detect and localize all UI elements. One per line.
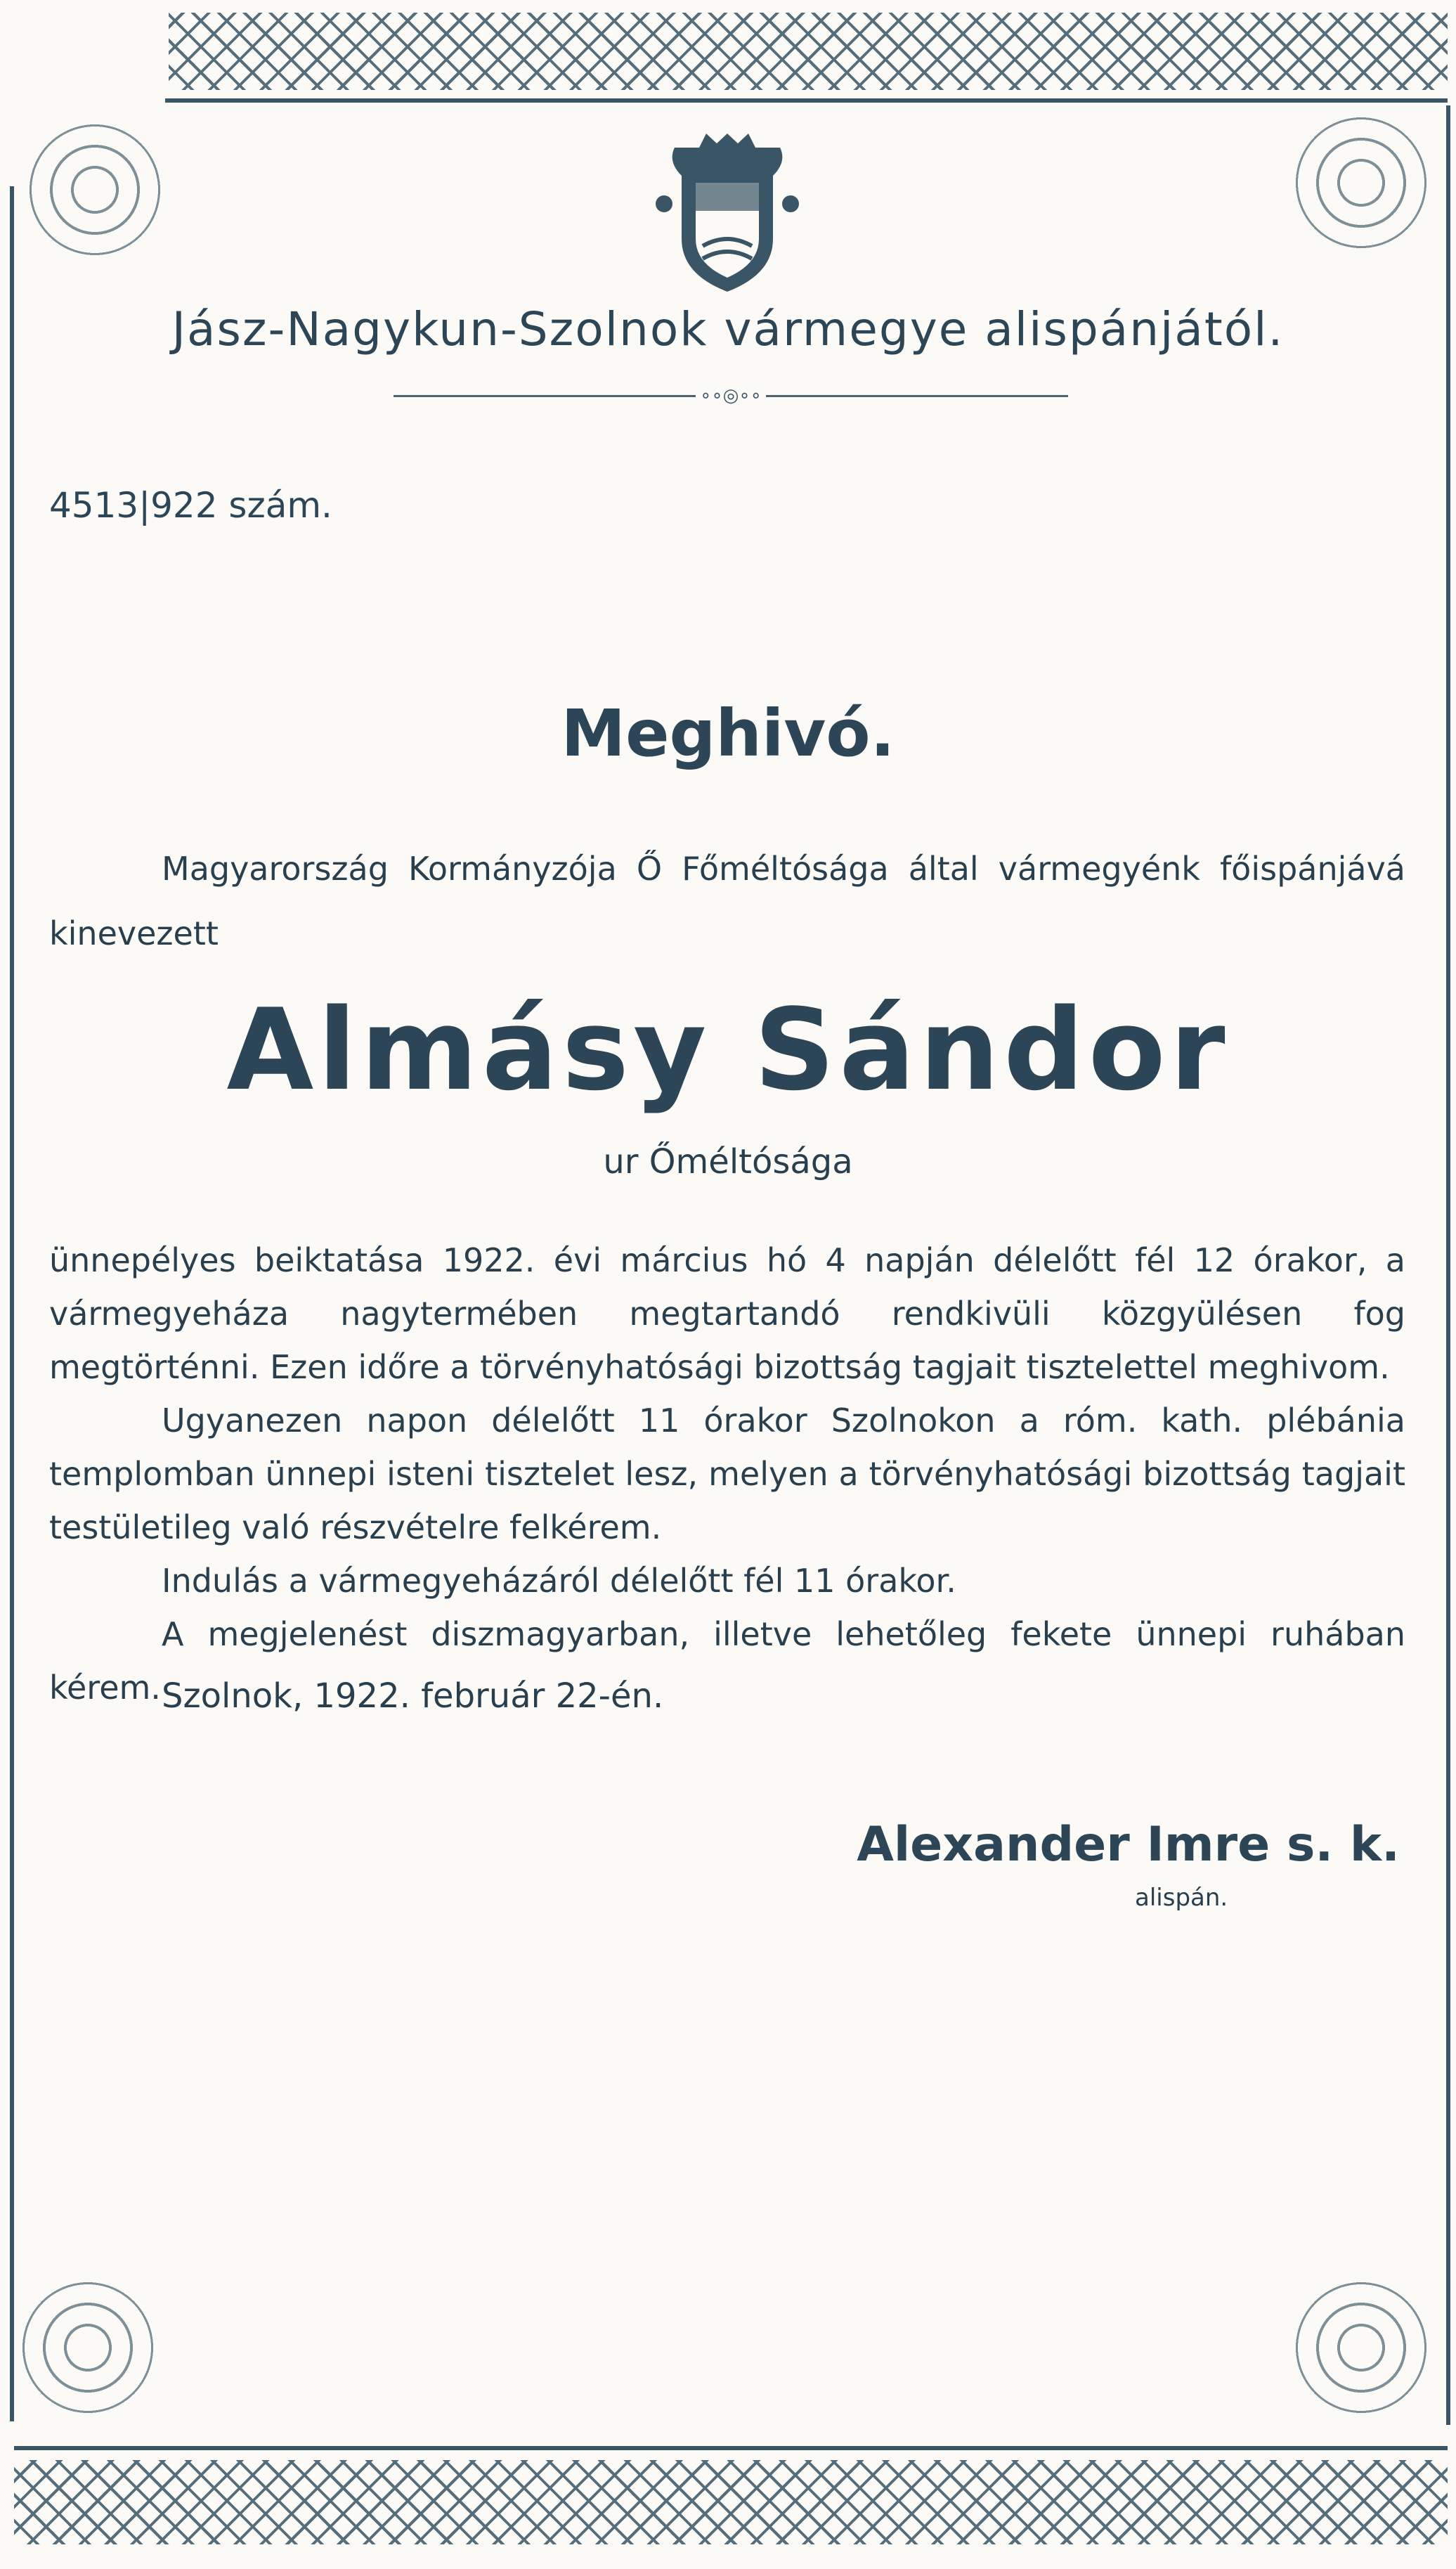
reference-number: 4513|922 szám.: [49, 485, 332, 526]
honoree-name: Almásy Sándor: [226, 984, 1230, 1115]
body-paragraph-mass: Ugyanezen napon délelőtt 11 órakor Szolnokon a róm. kath. plébánia templomban ünnepi isteni tisztelet lesz, melyen a törvényhatósági bizottság tagjait testületileg való részvételre felkérem.: [49, 1402, 1405, 1546]
body-paragraph-attire: A megjelenést diszmagyarban, illetve lehetőleg fekete ünnepi ruhában kérem.: [49, 1615, 1405, 1707]
right-frame-rule: [1446, 105, 1450, 2425]
corner-ornament-icon: [7, 2270, 169, 2425]
intro-paragraph: Magyarország Kormányzója Ő Főméltósága által vármegyénk főispánjává kinevezett: [49, 850, 1405, 952]
bottom-frame-rule: [14, 2446, 1448, 2450]
body-paragraph-departure: Indulás a vármegyeházáról délelőtt fél 11 órakor.: [162, 1562, 956, 1600]
bottom-ornamental-border: [14, 2460, 1448, 2544]
left-frame-rule: [10, 186, 14, 2421]
top-ornamental-border: [169, 13, 1448, 90]
corner-ornament-icon: [1280, 105, 1442, 260]
signature-name: Alexander Imre s. k.: [857, 1817, 1400, 1872]
document-title: Meghivó.: [561, 696, 895, 771]
divider-ornament-icon: ∘∘◎∘∘: [696, 385, 766, 406]
place-and-date: Szolnok, 1922. február 22-én.: [162, 1676, 664, 1716]
honoree-honorific: ur Őméltósága: [603, 1142, 853, 1182]
county-heading: Jász-Nagykun-Szolnok vármegye alispánjától.: [171, 302, 1285, 356]
top-frame-rule: [165, 98, 1448, 103]
coat-of-arms-icon: [654, 134, 801, 295]
corner-ornament-icon: [1280, 2270, 1442, 2425]
body-paragraph-ceremony: ünnepélyes beiktatása 1922. évi március hó 4 napján délelőtt fél 12 órakor, a vármegyeháza nagytermében megtartandó rendkivüli közgyülésen fog megtörténni. Ezen időre a törvényhatósági bizottság tagjait tisztelettel meghivom.: [49, 1241, 1405, 1386]
body-text: [49, 1234, 1405, 1714]
corner-ornament-icon: [14, 112, 176, 267]
signature-role: alispán.: [1135, 1884, 1228, 1912]
